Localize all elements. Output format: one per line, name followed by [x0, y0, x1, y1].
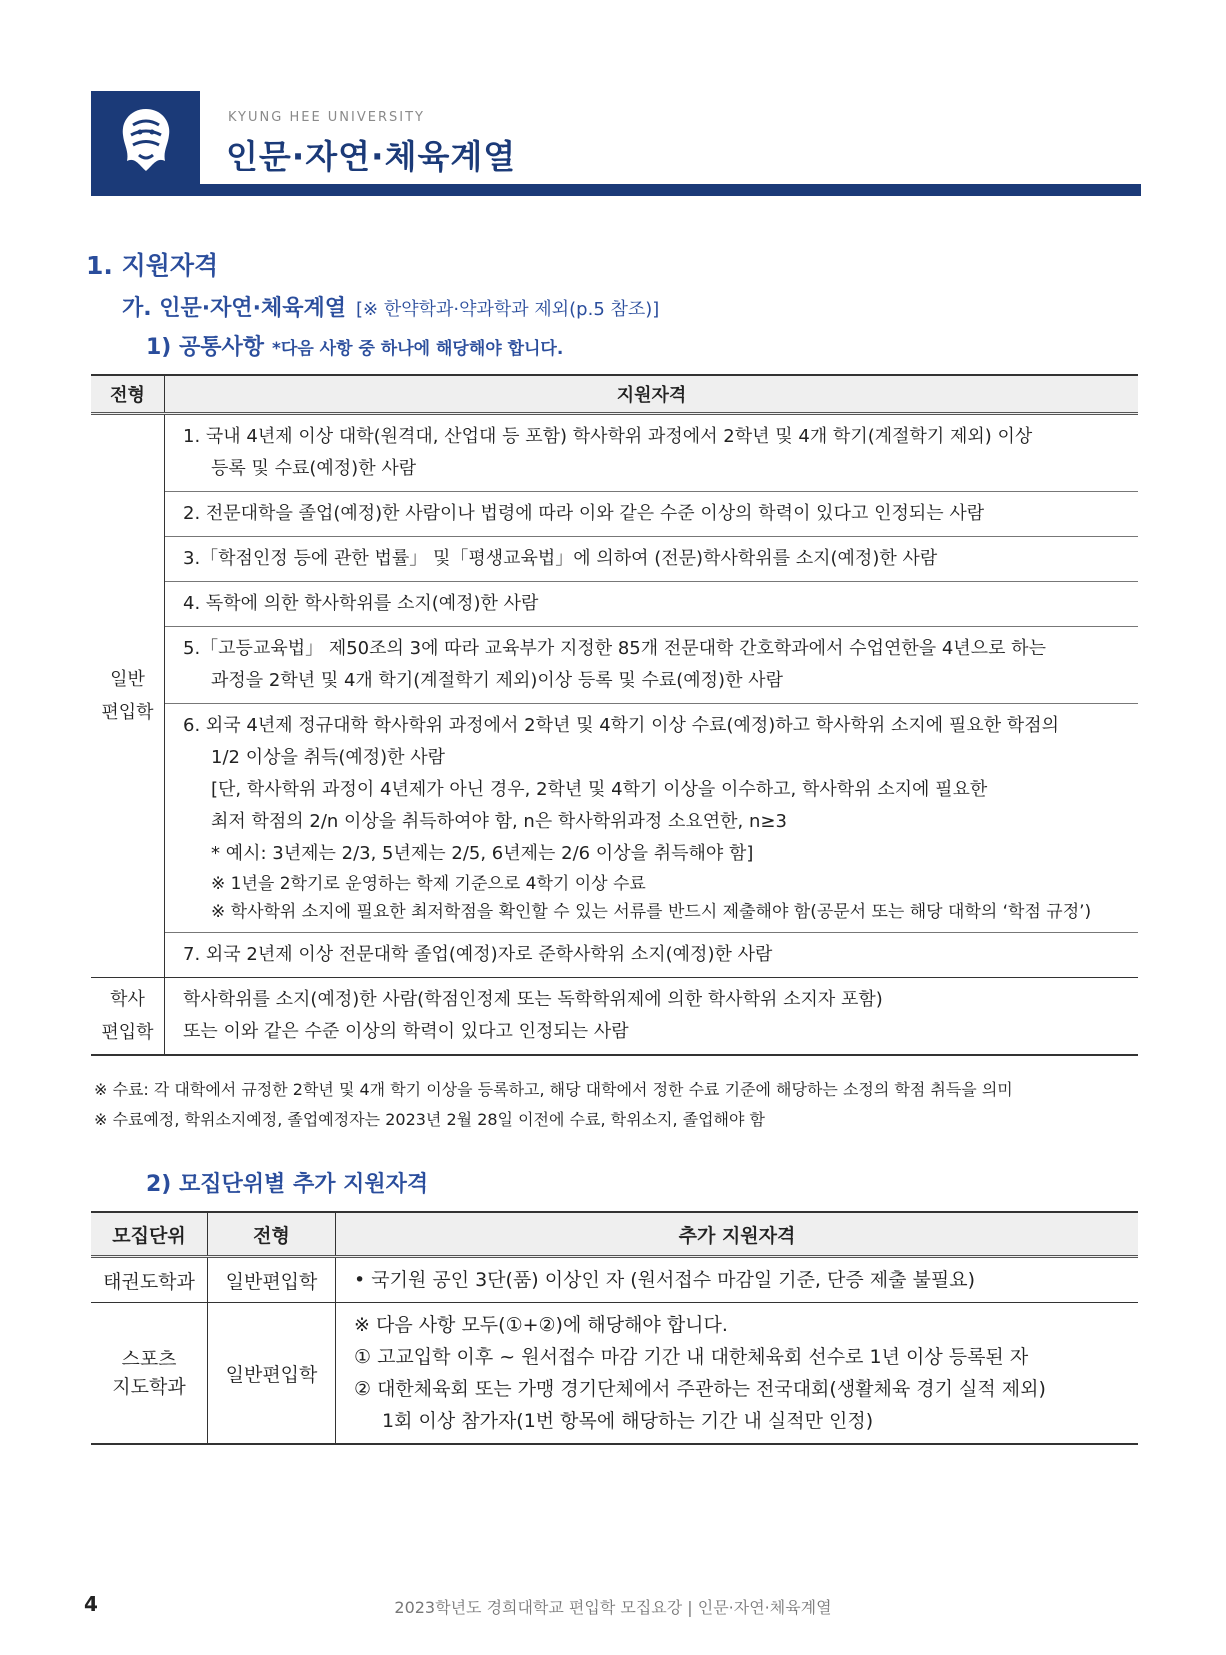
requirement-line: ① 고교입학 이후 ~ 원서접수 마감 기간 내 대한체육회 선수로 1년 이상 등록된 자 — [354, 1346, 1029, 1368]
footnotes — [94, 1075, 1013, 1135]
row-text: 학사학위를 소지(예정)한 사람(학점인정제 또는 독학학위제에 의한 학사학위 소지자 포함) — [183, 989, 883, 1010]
row-note: ※ 1년을 2학기로 운영하는 학제 기준으로 4학기 이상 수료 — [211, 874, 646, 894]
group-label-line: 학사 — [110, 989, 145, 1010]
row-text: 2. 전문대학을 졸업(예정)한 사람이나 법령에 따라 이와 같은 수준 이상의 학력이 있다고 인정되는 사람 — [183, 503, 985, 524]
group-label — [91, 978, 165, 1054]
header-rule — [91, 184, 1141, 196]
university-name: KYUNG HEE UNIVERSITY — [228, 110, 425, 125]
requirement-line: ※ 다음 사항 모두(①+②)에 해당해야 합니다. — [354, 1314, 728, 1336]
row-text: 6. 외국 4년제 정규대학 학사학위 과정에서 2학년 및 4학기 이상 수료(예정)하고 학사학위 소지에 필요한 학점의 — [183, 715, 1059, 736]
common-requirements-table — [91, 374, 1138, 1056]
unit-line: 지도학과 — [112, 1376, 186, 1398]
table-header-row — [91, 1212, 1138, 1257]
requirement-line: 1회 이상 참가자(1번 항목에 해당하는 기간 내 실적만 인정) — [382, 1410, 874, 1432]
table-row — [165, 492, 1138, 537]
footnote: ※ 수료예정, 학위소지예정, 졸업예정자는 2023년 2월 28일 이전에 수료, 학위소지, 졸업해야 함 — [94, 1110, 766, 1129]
row-text: 5.「고등교육법」 제50조의 3에 따라 교육부가 지정한 85개 전문대학 간호학과에서 수업연한을 4년으로 하는 — [183, 638, 1046, 659]
subsection-title: 가. 인문·자연·체육계열 — [122, 296, 347, 321]
type-cell: 일반편입학 — [208, 1257, 336, 1303]
unit-line: 스포츠 — [121, 1348, 177, 1370]
group-bachelor-transfer — [91, 978, 1138, 1056]
type-cell: 일반편입학 — [208, 1303, 336, 1445]
common-requirements-title: 1) 공통사항 — [146, 335, 265, 360]
header-logo-box — [91, 91, 200, 191]
unit-cell: 태권도학과 — [91, 1257, 208, 1303]
table-row — [165, 627, 1138, 704]
page-footer: 2023학년도 경희대학교 편입학 모집요강 | 인문·자연·체육계열 — [394, 1598, 832, 1617]
table-header-row — [91, 374, 1138, 415]
row-text: 1. 국내 4년제 이상 대학(원격대, 산업대 등 포함) 학사학위 과정에서 2학년 및 4개 학기(계절학기 제외) 이상 — [183, 426, 1033, 447]
requirement-cell: • 국기원 공인 3단(품) 이상인 자 (원서접수 마감일 기준, 단증 제출 불필요) — [336, 1257, 1139, 1303]
section-heading: 1. 지원자격 — [86, 251, 219, 280]
table-row — [165, 415, 1138, 492]
col-header-type: 전형 — [91, 376, 165, 412]
table-row — [165, 704, 1138, 933]
row-text: * 예시: 3년제는 2/3, 5년제는 2/5, 6년제는 2/6 이상을 취득해야 함] — [211, 843, 754, 864]
unit-cell — [91, 1303, 208, 1445]
additional-requirements-heading: 2) 모집단위별 추가 지원자격 — [146, 1172, 429, 1197]
row-text: 또는 이와 같은 수준 이상의 학력이 있다고 인정되는 사람 — [183, 1021, 629, 1042]
group-label-line: 편입학 — [101, 702, 154, 723]
common-requirements-note: *다음 사항 중 하나에 해당해야 합니다. — [272, 339, 564, 359]
lion-emblem-icon — [115, 105, 177, 175]
subsection-heading — [122, 291, 659, 322]
row-text: 등록 및 수료(예정)한 사람 — [211, 458, 417, 479]
col-header-additional: 추가 지원자격 — [336, 1212, 1139, 1257]
row-text: 과정을 2학년 및 4개 학기(계절학기 제외)이상 등록 및 수료(예정)한 사람 — [211, 670, 783, 691]
col-header-qualification: 지원자격 — [616, 385, 687, 406]
common-requirements-heading — [146, 330, 563, 361]
group-label-line: 일반 — [110, 669, 145, 690]
row-text: 3.「학점인정 등에 관한 법률」 및「평생교육법」에 의하여 (전문)학사학위를 소지(예정)한 사람 — [183, 548, 938, 569]
additional-requirements-table — [91, 1211, 1138, 1445]
row-text: [단, 학사학위 과정이 4년제가 아닌 경우, 2학년 및 4학기 이상을 이수하고, 학사학위 소지에 필요한 — [211, 779, 988, 800]
subsection-note: [※ 한약학과·약과학과 제외(p.5 참조)] — [356, 299, 660, 320]
page-header-title: 인문·자연·체육계열 — [226, 137, 517, 176]
group-label-line: 편입학 — [101, 1022, 154, 1043]
table-row — [91, 1303, 1138, 1445]
table-row — [165, 978, 1138, 1054]
footnote: ※ 수료: 각 대학에서 규정한 2학년 및 4개 학기 이상을 등록하고, 해당 대학에서 정한 수료 기준에 해당하는 소정의 학점 취득을 의미 — [94, 1080, 1013, 1099]
table-row — [165, 933, 1138, 977]
row-text: 7. 외국 2년제 이상 전문대학 졸업(예정)자로 준학사학위 소지(예정)한 사람 — [183, 944, 773, 965]
group-general-transfer — [91, 415, 1138, 978]
table-row — [165, 582, 1138, 627]
row-text: 최저 학점의 2/n 이상을 취득하여야 함, n은 학사학위과정 소요연한, n≥3 — [211, 811, 787, 832]
page-number: 4 — [84, 1592, 98, 1616]
table-row — [91, 1257, 1138, 1303]
col-header-unit: 모집단위 — [91, 1212, 208, 1257]
row-text: 1/2 이상을 취득(예정)한 사람 — [211, 747, 446, 768]
requirement-cell — [336, 1303, 1139, 1445]
requirement-line: ② 대한체육회 또는 가맹 경기단체에서 주관하는 전국대회(생활체육 경기 실적 제외) — [354, 1378, 1046, 1400]
table-row — [165, 537, 1138, 582]
group-label — [91, 415, 165, 977]
row-note: ※ 학사학위 소지에 필요한 최저학점을 확인할 수 있는 서류를 반드시 제출해야 함(공문서 또는 해당 대학의 ‘학점 규정’) — [211, 902, 1092, 922]
col-header-type: 전형 — [208, 1212, 336, 1257]
row-text: 4. 독학에 의한 학사학위를 소지(예정)한 사람 — [183, 593, 539, 614]
